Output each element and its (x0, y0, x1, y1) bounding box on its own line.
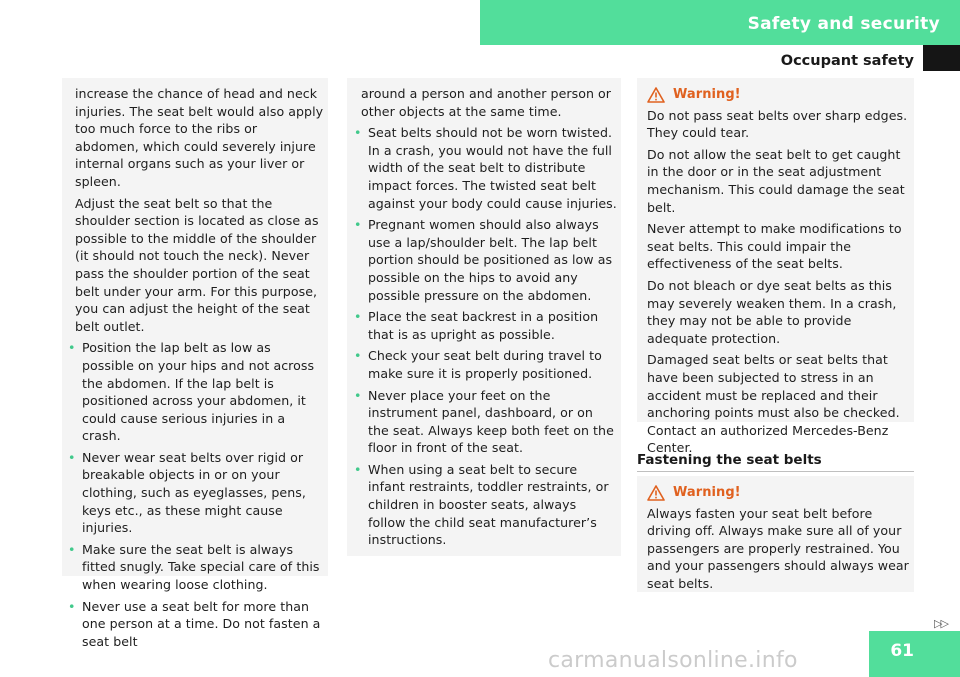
list-item-text: Pregnant women should also always use a lap/shoulder belt. The lap belt portion should be positioned as low as possible on the hips to avoid any possible pressure on the abdomen. (368, 217, 613, 303)
paragraph: around a person and another person or other objects at the same time. (361, 86, 612, 119)
list-item-text: Never wear seat belts over rigid or breakable objects in or on your clothing, such as eyeglasses, pens, keys etc., as these might cause injuries. (82, 449, 306, 536)
bullet-icon: • (354, 461, 362, 477)
bullet-icon: • (68, 449, 76, 465)
warning-paragraph: Do not allow the seat belt to get caught in the door or in the seat adjustment mechanism. This could damage the seat belt. (647, 146, 905, 215)
warning-title: Warning! (673, 87, 741, 102)
list-item (354, 461, 617, 549)
page-number-box (869, 631, 960, 677)
bullet-icon: • (68, 340, 76, 356)
list-item-text: Never use a seat belt for more than one person at a time. Do not fasten a seat belt (82, 598, 321, 649)
bullet-icon: • (354, 387, 362, 403)
list-item (354, 124, 617, 212)
subsection-title: Occupant safety (780, 53, 914, 69)
list-item-text: Check your seat belt during travel to make sure it is properly positioned. (368, 348, 602, 381)
warning-box (637, 78, 914, 456)
warning-header (647, 484, 910, 502)
continue-arrow-icon: ▷▷ (934, 617, 947, 630)
bullet-icon: • (354, 217, 362, 233)
column-2 (347, 78, 621, 556)
warning-triangle-icon (647, 87, 665, 103)
watermark: carmanualsonline.info (548, 648, 798, 673)
warning-paragraph: Do not pass seat belts over sharp edges. They could tear. (647, 107, 908, 141)
list-item (354, 387, 617, 457)
list-item (354, 216, 617, 304)
section-heading: Fastening the seat belts (637, 452, 914, 472)
warning-paragraph: Damaged seat belts or seat belts that have been subjected to stress in an accident must be replaced and their anchoring points must also be checked. Contact an authorized Mercedes-Benz Center. (647, 352, 900, 456)
list-item (354, 347, 617, 382)
column-1 (62, 78, 328, 649)
header-bar (480, 0, 960, 45)
page-number: 61 (890, 641, 914, 661)
list-item-text: Make sure the seat belt is always fitted snugly. Take special care of this when wearing loose clothing. (82, 541, 320, 593)
list-item (354, 308, 617, 343)
warning-triangle-icon (647, 485, 665, 501)
list-item-text: Place the seat backrest in a position that is as upright as possible. (368, 309, 599, 342)
warning-title: Warning! (673, 485, 741, 500)
list-item (68, 449, 324, 537)
section-title: Safety and security (747, 14, 940, 34)
paragraph: Adjust the seat belt so that the shoulder section is located as close as possible to the middle of the shoulder (it should not touch the neck). Never pass the shoulder portion of the seat belt under your arm. For this purpose, you can adjust the height of the seat belt outlet. (75, 195, 319, 334)
list-item-text: Seat belts should not be worn twisted. In a crash, you would not have the full width of the seat belt to distribute impact forces. The twisted seat belt against your body could cause injuries. (368, 125, 617, 211)
list-item-text: When using a seat belt to secure infant restraints, toddler restraints, or children in booster seats, always follow the child seat manufacturer’s instructions. (368, 461, 609, 548)
list-item (68, 339, 324, 445)
chapter-tab (923, 45, 960, 71)
list-item-text: Position the lap belt as low as possible on your hips and not across the abdomen. If the lap belt is positioned across your abdomen, it could cause serious injuries in a crash. (82, 340, 315, 444)
bullet-icon: • (68, 598, 76, 614)
list-item-text: Never place your feet on the instrument panel, dashboard, or on the seat. Always keep both feet on the floor in front of the seat. (368, 387, 614, 456)
warning-paragraph: Never attempt to make modifications to seat belts. This could impair the effectiveness of the seat belts. (647, 221, 902, 272)
warning-paragraph: Always fasten your seat belt before driving off. Always make sure all of your passengers are properly restrained. You and your passengers should always wear seat belts. (647, 505, 909, 591)
bullet-icon: • (354, 125, 362, 141)
bullet-icon: • (354, 309, 362, 325)
warning-box (637, 476, 914, 592)
warning-header (647, 86, 910, 104)
paragraph: increase the chance of head and neck injuries. The seat belt would also apply too much force to the ribs or abdomen, which could severely injure internal organs such as your liver or spleen. (75, 86, 324, 189)
bullet-icon: • (68, 541, 76, 557)
list-item (68, 598, 324, 651)
list-item (68, 541, 324, 594)
bullet-icon: • (354, 348, 362, 364)
warning-paragraph: Do not bleach or dye seat belts as this may severely weaken them. In a crash, they may not be able to provide adequate protection. (647, 277, 897, 346)
